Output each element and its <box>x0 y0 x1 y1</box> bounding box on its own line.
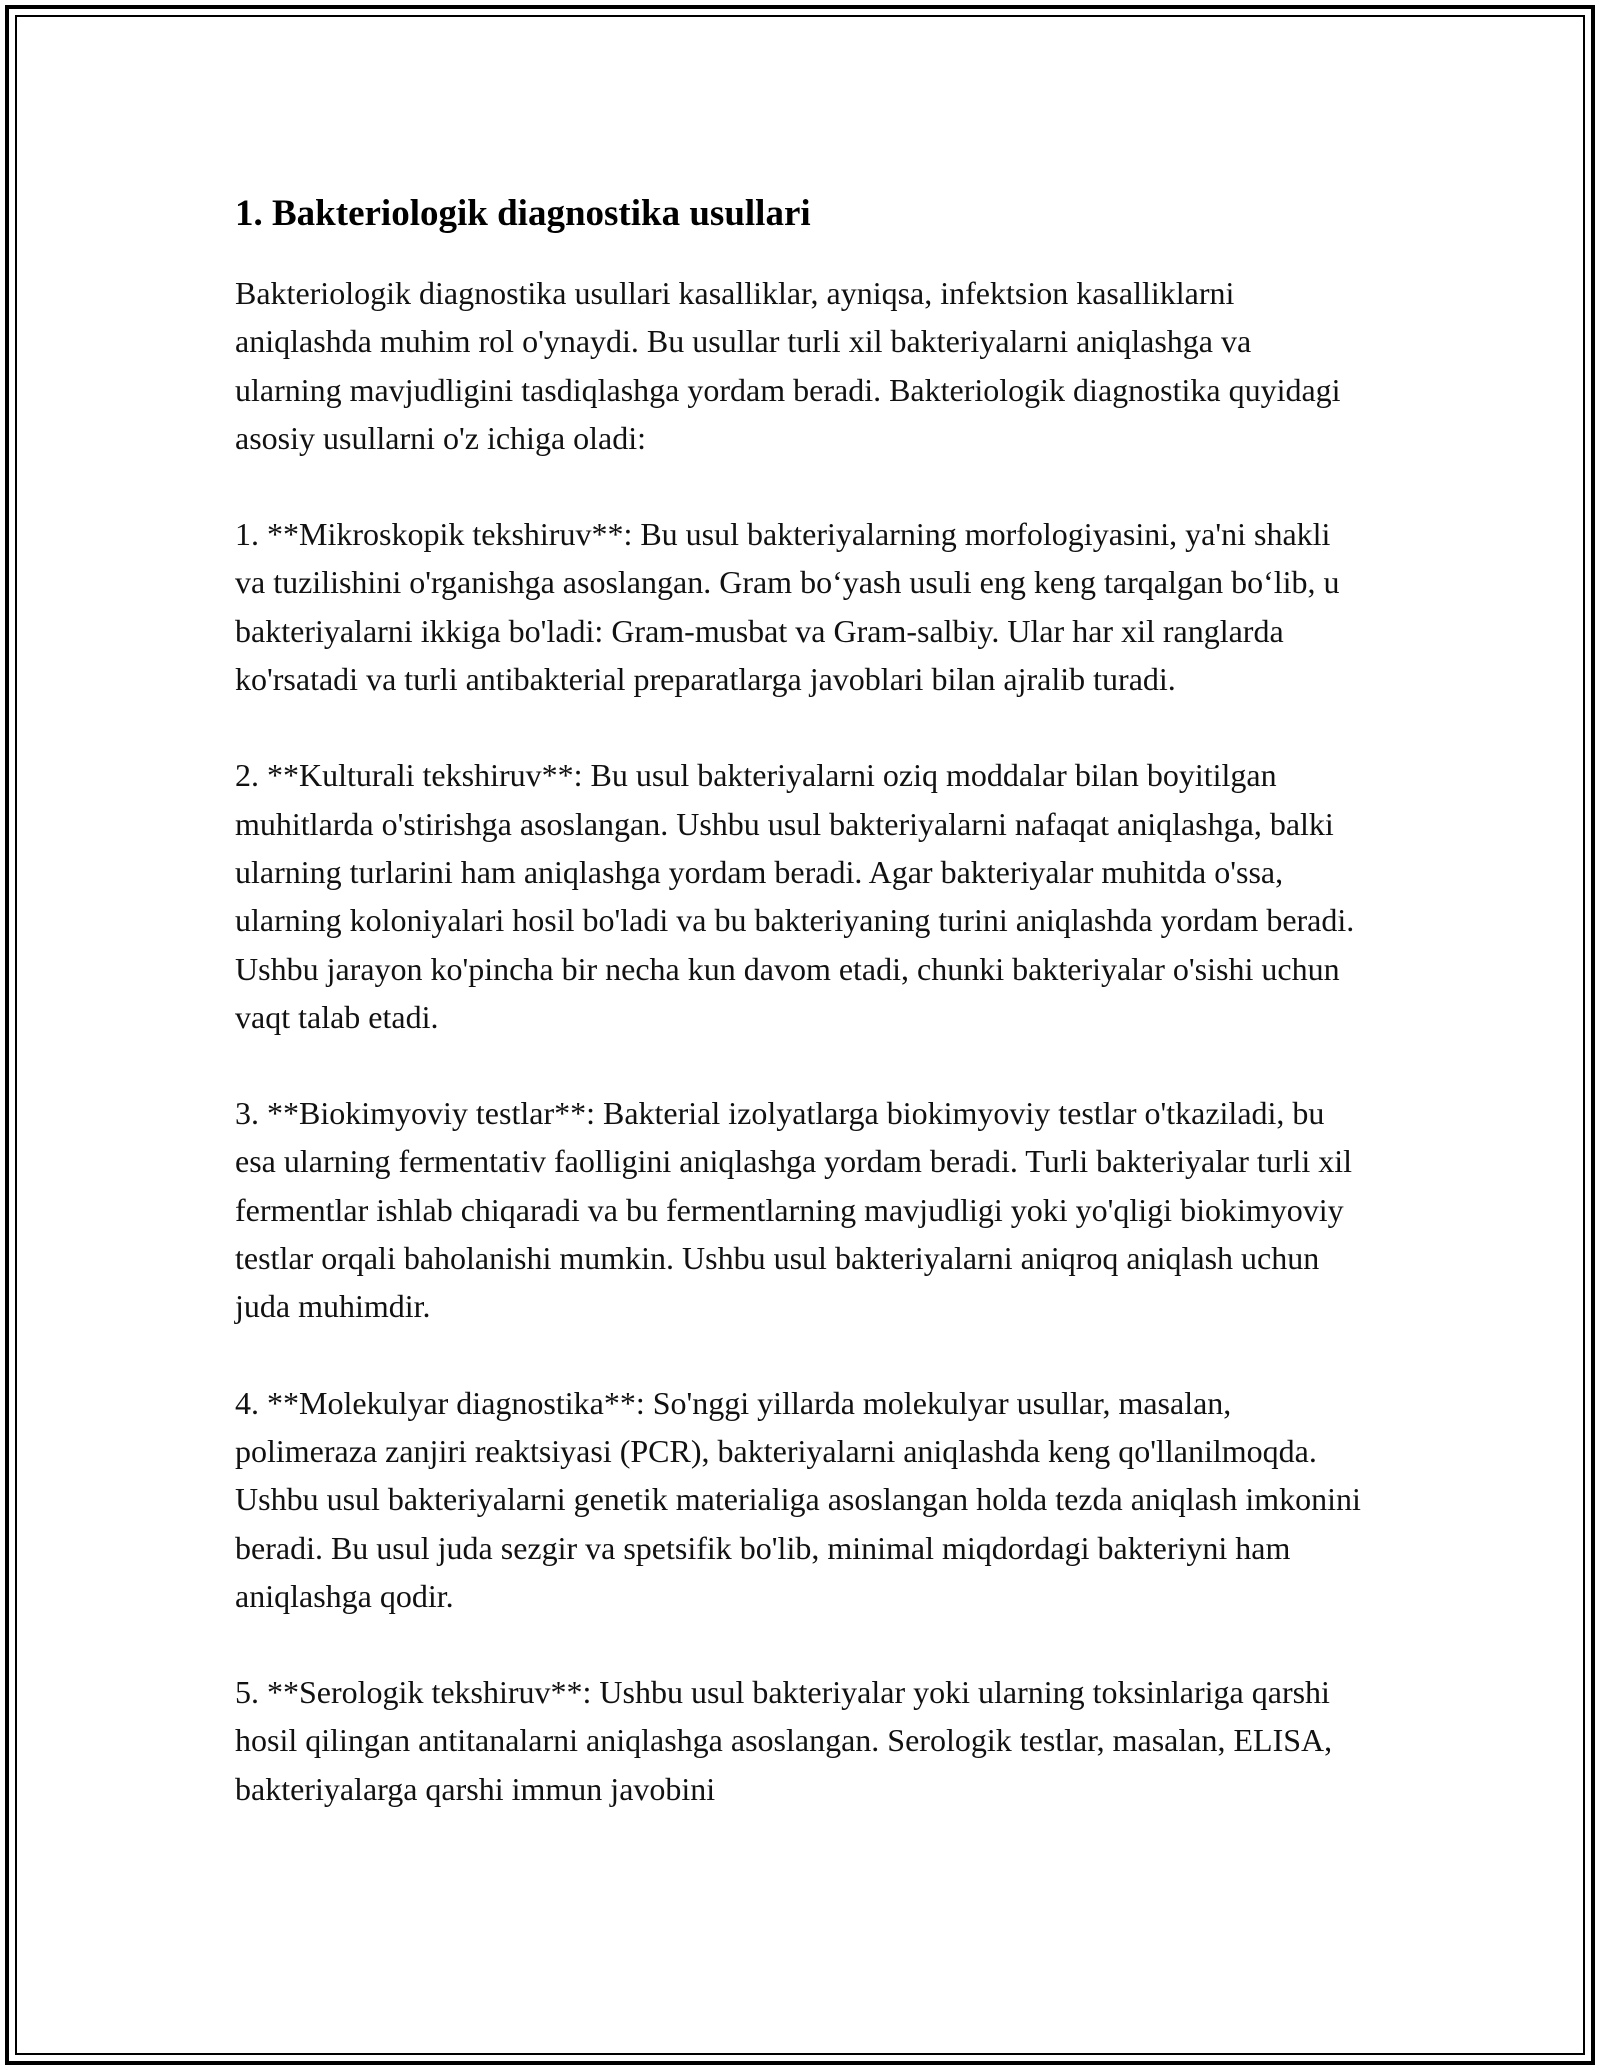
method-paragraph-culture: 2. **Kulturali tekshiruv**: Bu usul bakteriyalarni oziq moddalar bilan boyitilgan muhitlarda o'stirishga asoslangan. Ushbu usul bakteriyalarni nafaqat aniqlashga, balki ularning turlarini ham aniqlashga yordam beradi. Agar bakteriyalar muhitda o'ssa, ularning koloniyalari hosil bo'ladi va bu bakteriyaning turini aniqlashda yordam beradi. Ushbu jarayon ko'pincha bir necha kun davom etadi, chunki bakteriyalar o'sishi uchun vaqt talab etadi. <box>235 757 1355 1035</box>
method-paragraph-microscopic: 1. **Mikroskopik tekshiruv**: Bu usul bakteriyalarning morfologiyasini, ya'ni shakli va tuzilishini o'rganishga asoslangan. Gram bo‘yash usuli eng keng tarqalgan bo‘lib, u bakteriyalarni ikkiga bo'ladi: Gram-musbat va Gram-salbiy. Ular har xil ranglarda ko'rsatadi va turli antibakterial preparatlarga javoblari bilan ajralib turadi. <box>235 516 1340 698</box>
method-paragraph-biochemical: 3. **Biokimyoviy testlar**: Bakterial izolyatlarga biokimyoviy testlar o'tkaziladi, bu esa ularning fermentativ faolligini aniqlashga yordam beradi. Turli bakteriyalar turli xil fermentlar ishlab chiqaradi va bu fermentlarning mavjudligi yoki yo'qligi biokimyoviy testlar orqali baholanishi mumkin. Ushbu usul bakteriyalarni aniqroq aniqlash uchun juda muhimdir. <box>235 1095 1353 1325</box>
method-paragraph-molecular: 4. **Molekulyar diagnostika**: So'nggi yillarda molekulyar usullar, masalan, polimeraza zanjiri reaktsiyasi (PCR), bakteriyalarni aniqlashda keng qo'llanilmoqda. Ushbu usul bakteriyalarni genetik materialiga asoslangan holda tezda aniqlash imkonini beradi. Bu usul juda sezgir va spetsifik bo'lib, minimal miqdordagi bakteriyni ham aniqlashga qodir. <box>235 1384 1361 1614</box>
intro-paragraph: Bakteriologik diagnostika usullari kasalliklar, ayniqsa, infektsion kasalliklarni aniqlashda muhim rol o'ynaydi. Bu usullar turli xil bakteriyalarni aniqlashga va ularning mavjudligini tasdiqlashga yordam beradi. Bakteriologik diagnostika quyidagi asosiy usullarni o'z ichiga oladi: <box>235 275 1341 456</box>
section-heading: 1. Bakteriologik diagnostika usullari <box>235 193 811 234</box>
method-paragraph-serological: 5. **Serologik tekshiruv**: Ushbu usul bakteriyalar yoki ularning toksinlariga qarshi hosil qilingan antitanalarni aniqlashga asoslangan. Serologik testlar, masalan, ELISA, bakteriyalarga qarshi immun javobini <box>235 1674 1333 1807</box>
document-body <box>235 185 1365 1861</box>
